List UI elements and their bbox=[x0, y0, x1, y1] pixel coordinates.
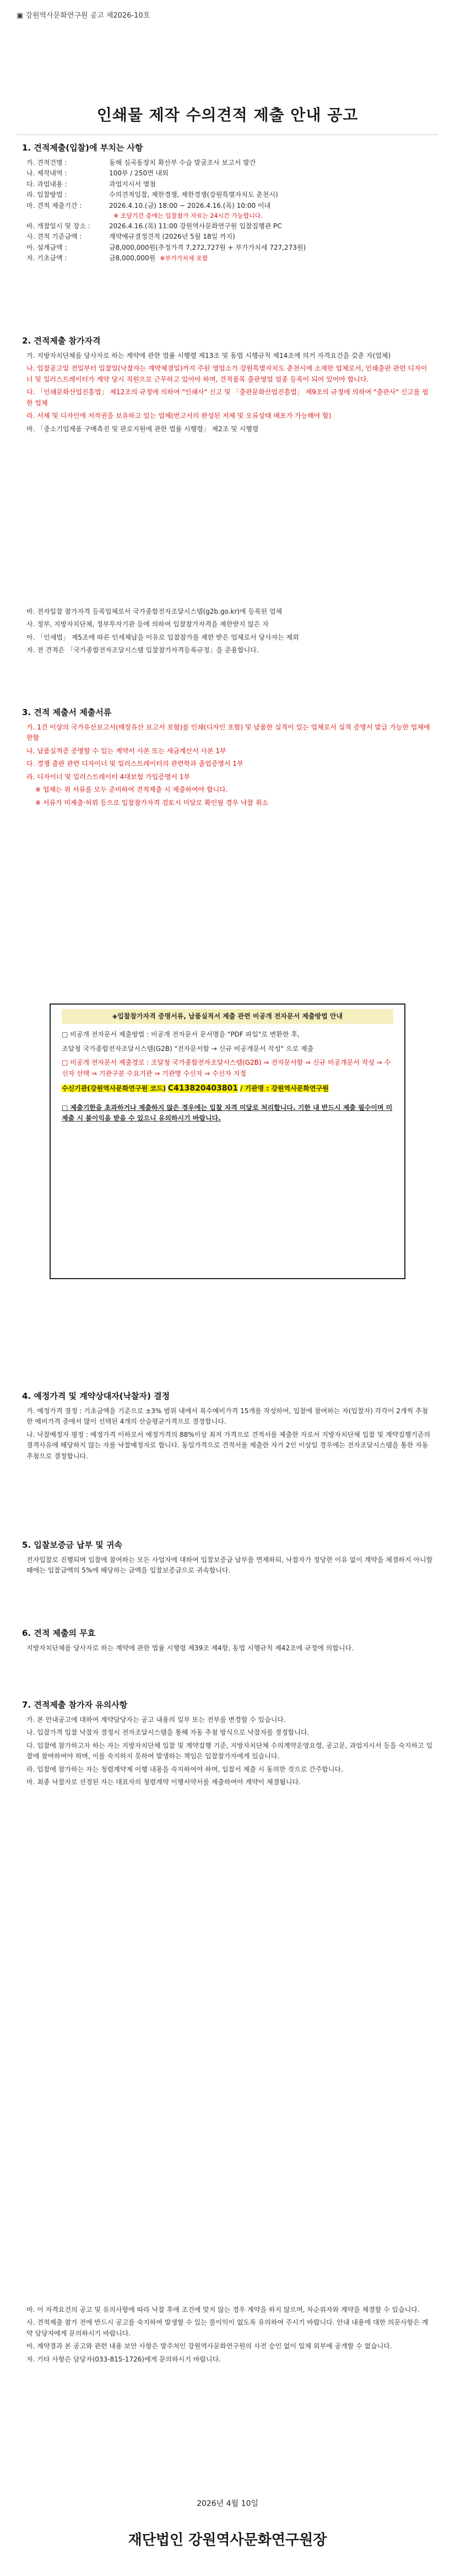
s3-item: 나. 납품실적증 증명할 수 있는 계약서 사본 또는 세금계산서 사본 1부 bbox=[26, 747, 226, 755]
s2-item: 아. 「인세법」 제5조에 따른 인세체납을 이유로 입찰참가를 제한 받은 업체로서 당사자는 제외 bbox=[26, 633, 299, 641]
s2-item: 다. 「인쇄문화산업진흥법」 제12조의 규정에 의하여 "인쇄사" 신고 및 「출판문화산업진흥법」 제9조의 규정에 의하여 "출판사" 신고를 필한 업체 bbox=[26, 388, 429, 407]
s7-item: 자. 기타 사항은 담당자(033-815-1726)에게 문의하시기 바랍니다. bbox=[26, 2355, 221, 2363]
s1-item: 나. 제작내역 : 100부 / 250면 내외 bbox=[26, 169, 169, 178]
section-6-body bbox=[26, 1643, 433, 1656]
section-1-body bbox=[26, 158, 433, 264]
section-3-body bbox=[26, 722, 433, 811]
s7-item: 바. 이 자격요건의 공고 및 유의사항에 따라 낙찰 후에 조건에 맞지 않는 경우 계약을 하지 않으며, 차순위자와 계약을 체결할 수 있습니다. bbox=[26, 2306, 420, 2314]
issuer-signature: 재단법인 강원역사문화연구원장 bbox=[128, 2532, 327, 2548]
s2-item: 나. 입찰공고일 전일부터 입찰일(낙찰자는 계약체결일)까지 주된 영업소가 강원특별자치도 춘천시에 소재한 업체로서, 인쇄출판 관련 디자이너 및 일러스트레이터가 계약 당시 직원으로 근무하고 있어야 하며, 견적품목 출판영업 업종 등록이 되어 있어야 합니다. bbox=[26, 364, 427, 383]
section-2-heading: 2. 견적제출 참가자격 bbox=[22, 336, 101, 346]
announcement-date: 2026년 4월 10일 bbox=[197, 2499, 258, 2508]
s3-item: 가. 1건 이상의 국가유산보고서(매장유산 보고서 포함)를 인쇄(디자인 포함) 및 납품한 실적이 있는 업체로서 실적 증명서 발급 가능한 업체에 한함 bbox=[26, 723, 430, 742]
s1-item: 라. 입찰방법 : 수의견적입찰, 제한경쟁, 제한경쟁(강원특별자치도 춘천시) bbox=[26, 191, 278, 199]
agency-code-value: C413820403801 bbox=[167, 1084, 239, 1093]
s1-due-note: ※ 조달기간 중에는 입찰참가 자료는 24시간 가능합니다. bbox=[113, 212, 263, 220]
s6-text: 지방자치단체를 당사자로 하는 계약에 관한 법률 시행령 제39조 제4항, 동법 시행규칙 제42조에 규정에 의합니다. bbox=[26, 1644, 354, 1652]
s2-item: 라. 서체 및 디자인에 저작권을 보유하고 있는 업체(번고서의 완성된 저체 및 오류상태 배포가 가능해야 함) bbox=[26, 412, 332, 420]
s7-item: 라. 입찰에 참가하는 자는 청렴계약제 이행 내용을 숙지하여야 하며, 입찰서 제출 시 동의한 것으로 간주합니다. bbox=[26, 1765, 343, 1773]
agency-code-label: 수신기관(강원역사문화연구원 코드) bbox=[62, 1085, 166, 1093]
s7-item: 마. 최종 낙찰자로 선정된 자는 대표자의 청렴계약 이행서약서를 제출하여야 계약이 체결됩니다. bbox=[26, 1778, 301, 1786]
s1-item: 아. 설계금액 : 금8,000,000원(추정가격 7,272,727원 + 부가가치세 727,273원) bbox=[26, 243, 306, 251]
section-5-heading: 5. 입찰보증금 납부 및 귀속 bbox=[22, 1540, 122, 1550]
section-2-body-b bbox=[26, 607, 433, 658]
s7-item: 나. 입찰가격 입찰 낙찰자 결정시 전자조달시스템을 통해 자동 추첨 방식으로 낙찰자를 결정합니다. bbox=[26, 1729, 310, 1737]
s5-text: 전자입찰로 진행되며 입찰에 참여하는 모든 사업자에 대하여 입찰보증금 납부를 면제하되, 낙찰자가 정당한 이유 없이 계약을 체결하지 아니할 때에는 입찰금액의 5%에 해당하는 금액을 입찰보증금으로 귀속합니다. bbox=[26, 1556, 433, 1575]
guide-note: □ 제출기한을 초과하거나 제출하지 않은 경우에는 입찰 자격 미달로 처리합니다. 기한 내 반드시 제출 필수이며 미제출 시 불이익을 받을 수 있으니 유의하시기 바랍니다. bbox=[62, 1103, 393, 1123]
section-2-body-a bbox=[26, 351, 433, 437]
s3-note: ※ 서류가 미제출·허위 등으로 입찰참가자격 검토시 미달로 확인될 경우 낙찰 취소 bbox=[35, 798, 268, 807]
section-4-body bbox=[26, 1406, 433, 1464]
guide-line: 조달청 국가종합전자조달시스템(G2B) "전자문서함 → 신규 비공개문서 작성" 으로 제출 bbox=[62, 1044, 314, 1053]
section-7-body-b bbox=[26, 2305, 433, 2367]
s4-item: 나. 낙찰예정자 평정 : 예정가격 이하로서 예정가격의 88%이상 최저 가격으로 견적서를 제출한 자로서 지방자치단체 입찰 및 계약집행기준의 결격사유에 해당하지 않는 자를 낙찰예정자로 합니다. 동일가격으로 견적서를 제출한 자가 2인 이상일 경우에는 전자조달시스템을 통한 자동 추첨으로 결정합니다. bbox=[26, 1430, 431, 1460]
s1-item: 바. 개찰일시 및 장소 : 2026.4.16.(목) 11:00 강원역사문화연구원 입찰집행관 PC bbox=[26, 222, 282, 230]
electronic-document-guide-box bbox=[50, 1003, 405, 1279]
s3-note: ※ 업체는 위 서류를 모두 준비하여 견적제출 시 제출하여야 합니다. bbox=[35, 786, 228, 794]
s1-item: 가. 견적건명 : 동해 심곡동장치 확산부 수습 발굴조사 보고서 발간 bbox=[26, 159, 256, 167]
section-5-body bbox=[26, 1555, 433, 1579]
guide-route: □ 비공개 전자문서 제출경로 : 조달청 국가종합전자조달시스템(G2B) ⇒ 전자문서함 ⇒ 신규 비공개문서 작성 ⇒ 수신자 선택 ⇒ 기관구분 수요기관 ⇒ 기관명 수신자 ⇒ 수신자 지정 bbox=[62, 1059, 391, 1077]
section-1-heading: 1. 견적제출(입찰)에 부치는 사항 bbox=[22, 143, 143, 153]
section-6-heading: 6. 견적 제출의 무효 bbox=[22, 1628, 96, 1638]
s7-item: 다. 입찰에 참가하고자 하는 자는 지방자치단체 입찰 및 계약집행 기준, 지방자치단체 수의계약운영요령, 공고문, 과업지시서 등을 숙지하고 입찰에 참여하여야 하며, 이를 숙지하지 못하여 발생하는 책임은 입찰참가자에게 있습니다. bbox=[26, 1741, 433, 1761]
s7-item: 아. 계약결과 본 공고와 관련 내용 보안 사항은 발주처인 강원역사문화연구원의 사전 승인 없이 일체 외부에 공개할 수 없습니다. bbox=[26, 2342, 392, 2350]
section-7-heading: 7. 견적제출 참가자 유의사항 bbox=[22, 1700, 128, 1710]
s2-item: 바. 전자입찰 참가자격 등록업체로서 국가종합전자조달시스템(g2b.go.kr)에 등록된 업체 bbox=[26, 608, 283, 615]
s2-item: 마. 「중소기업제품 구매촉진 및 판로지원에 관한 법률 시행령」 제2조 및 시행령 bbox=[26, 425, 259, 433]
page-title: 인쇄물 제작 수의견적 제출 안내 공고 bbox=[96, 106, 359, 124]
s7-item: 가. 본 안내공고에 대하여 계약담당자는 공고 내용의 일부 또는 전부를 변경할 수 있습니다. bbox=[26, 1716, 286, 1724]
s1-item: 자. 기초금액 : 금8,000,000원 ※부가가치세 포함 bbox=[26, 254, 208, 262]
agency-code-line bbox=[62, 1082, 393, 1095]
s2-item: 가. 지방자치단체를 당사자로 하는 계약에 관한 법률 시행령 제13조 및 동법 시행규칙 제14조에 의거 자격요건을 갖춘 자(업체) bbox=[26, 352, 391, 359]
section-4-heading: 4. 예정가격 및 계약상대자(낙찰자) 결정 bbox=[22, 1391, 170, 1401]
s7-item: 사. 견적제출 참가 전에 반드시 공고를 숙지하여 발생할 수 있는 불이익이 없도록 유의하여 주시기 바랍니다. 안내 내용에 대한 의문사항은 계약 담당자에게 문의하시기 바랍니다. bbox=[26, 2319, 429, 2337]
section-3-heading: 3. 견적 제출서 제출서류 bbox=[22, 707, 112, 717]
section-7-body-a bbox=[26, 1715, 433, 1790]
s4-item: 가. 예정가격 결정 : 기초금액을 기준으로 ±3% 범위 내에서 복수예비가격 15개를 작성하여, 입찰에 참여하는 자(입찰자) 각각이 2개씩 추첨한 예비가격 중에서 많이 선택된 4개의 산술평균가격으로 결정합니다. bbox=[26, 1407, 429, 1426]
s3-item: 라. 디자이너 및 일러스트레이터 4대보험 가입증명서 1부 bbox=[26, 772, 190, 781]
guide-title: ◈입찰참가자격 증명서류, 납품실적서 제출 관련 비공개 전자문서 제출방법 안내 bbox=[62, 1009, 393, 1024]
agency-name: / 기관명 : 강원역사문화연구원 bbox=[240, 1085, 329, 1093]
notice-header: ▣ 강원역사문화연구원 공고 제2026-10호 bbox=[17, 12, 150, 20]
s1-item: 사. 견적 기준금액 : 계약예규결정견적 (2026년 5월 18일 까지) bbox=[26, 233, 235, 241]
s2-item: 자. 전 견적은 「국가종합전자조달시스템 입찰참가자격등록규정」을 준용합니다. bbox=[26, 646, 259, 654]
guide-line: □ 비공개 전자문서 제출방법 : 비공개 전자문서 문서명을 "PDF 파일"로 변환한 후, bbox=[62, 1031, 300, 1039]
s1-item: 마. 견적 제출기간 : 2026.4.10.(금) 18:00 ~ 2026.4.16.(목) 10:00 이내 bbox=[26, 201, 271, 210]
s2-item: 사. 정부, 지방자치단체, 정부투자기관 등에 의하여 입찰참가자격을 제한받지 않은 자 bbox=[26, 620, 269, 629]
s3-item: 다. 경쟁 출판 관련 디자이너 및 일러스트레이터의 관련학과 졸업증명서 1부 bbox=[26, 760, 243, 768]
s1-item: 다. 과업내용 : 과업지시서 별첨 bbox=[26, 180, 156, 188]
